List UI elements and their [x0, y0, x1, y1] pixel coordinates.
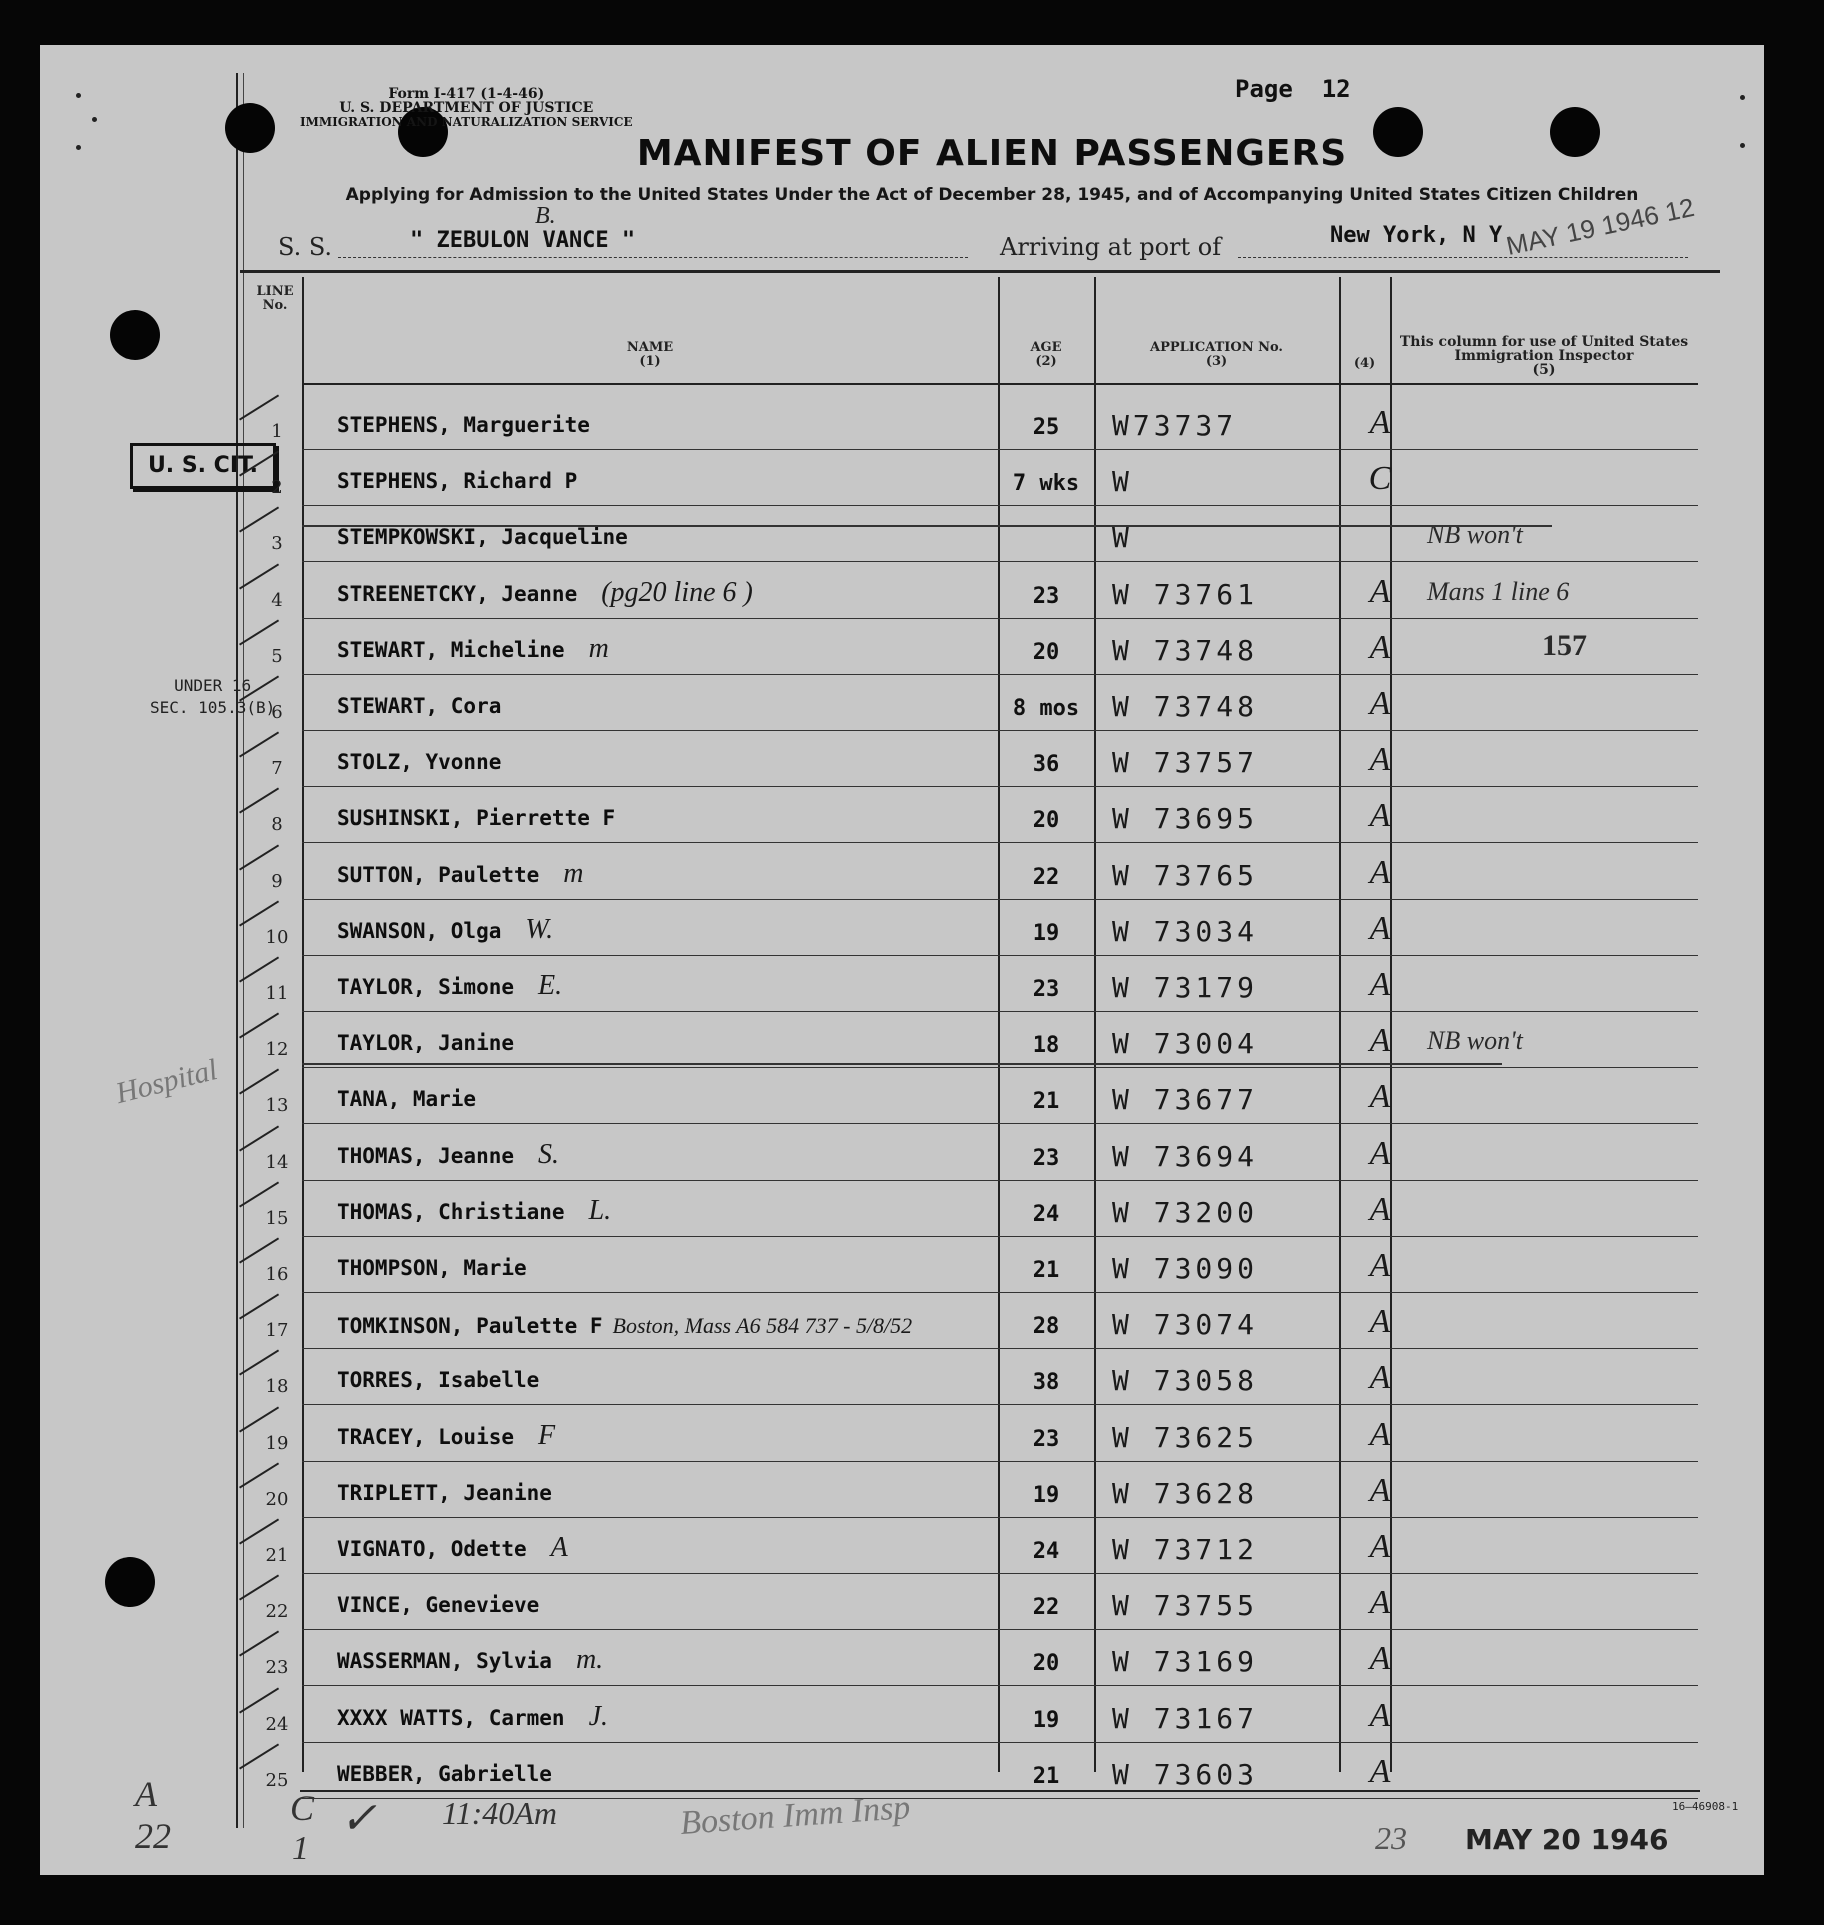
- inspector-remark: NB won't: [1427, 520, 1523, 550]
- table-row: [252, 1519, 1698, 1574]
- line-number: 13: [265, 1095, 289, 1117]
- age: 21: [1032, 1763, 1060, 1789]
- row-rule: [302, 842, 1698, 843]
- application-number: W 73765: [1112, 858, 1259, 892]
- passenger-name: VIGNATO, Odette: [337, 1537, 527, 1561]
- passenger-name: STEWART, Cora: [337, 694, 502, 718]
- passenger-name: SUSHINSKI, Pierrette F: [337, 806, 616, 831]
- passenger-name-cell: [337, 577, 753, 609]
- row-rule: [302, 1292, 1698, 1293]
- passenger-name: THOMAS, Christiane: [337, 1199, 565, 1224]
- line-number: 18: [265, 1376, 289, 1398]
- ss-underline: [338, 257, 968, 258]
- row-rule: [302, 1685, 1698, 1686]
- row-rule: [302, 1348, 1698, 1349]
- table-row: [252, 1463, 1698, 1518]
- line-number: 21: [265, 1545, 289, 1566]
- age: 19: [1032, 1482, 1060, 1508]
- header-age-no: (2): [1035, 354, 1057, 369]
- passenger-name: TAYLOR, Simone: [337, 975, 515, 999]
- header-application: [1094, 341, 1339, 369]
- admission-status: A: [1369, 1359, 1391, 1397]
- header-rule: [302, 383, 1698, 385]
- age: 28: [1032, 1314, 1060, 1340]
- line-number: 15: [265, 1207, 289, 1229]
- header-app-no: (3): [1205, 354, 1228, 369]
- passenger-name: VINCE, Genevieve: [337, 1593, 540, 1618]
- page-label: Page: [1235, 75, 1293, 103]
- admission-status: A: [1369, 404, 1391, 441]
- passenger-name-cell: [337, 464, 601, 496]
- passenger-name-cell: [337, 1082, 500, 1114]
- service: IMMIGRATION AND NATURALIZATION SERVICE: [300, 115, 633, 129]
- passenger-name-cell: [337, 1588, 563, 1620]
- handwritten-note: A: [550, 1532, 568, 1563]
- checkmark: ✓: [340, 1794, 377, 1843]
- passenger-name: STEMPKOWSKI, Jacqueline: [337, 525, 628, 550]
- header-inspector: [1390, 335, 1698, 377]
- page-title: MANIFEST OF ALIEN PASSENGERS: [636, 133, 1348, 174]
- passenger-name: STEWART, Micheline: [337, 637, 565, 662]
- us-citizen-stamp: U. S. CIT.: [130, 443, 276, 489]
- strike-line-12: [302, 1063, 1502, 1065]
- punch-hole: [105, 1557, 155, 1607]
- application-number: W 73074: [1112, 1308, 1259, 1342]
- row-rule: [302, 1404, 1698, 1405]
- table-row: [252, 1069, 1698, 1124]
- passenger-name-cell: [337, 633, 609, 665]
- under16-line1: UNDER 16: [174, 676, 252, 695]
- passenger-name-cell: [337, 1644, 603, 1676]
- passenger-name-cell: [337, 745, 525, 777]
- age: 23: [1032, 1145, 1060, 1171]
- speck: [76, 93, 81, 98]
- passenger-name: STEPHENS, Richard P: [337, 469, 578, 494]
- handwritten-note: F: [538, 1419, 556, 1451]
- table-row: [252, 1631, 1698, 1686]
- table-row: [252, 1350, 1698, 1405]
- inspector-remark: NB won't: [1427, 1026, 1523, 1056]
- row-rule: [302, 1123, 1698, 1124]
- row-rule: [302, 1011, 1698, 1012]
- age: 23: [1032, 1426, 1060, 1452]
- application-number: W: [1112, 465, 1133, 499]
- application-number: W 73748: [1112, 633, 1259, 667]
- application-number: W 73167: [1112, 1701, 1259, 1735]
- punch-hole: [110, 310, 160, 360]
- admission-status: A: [1369, 1078, 1391, 1116]
- row-rule: [302, 730, 1698, 731]
- age: 20: [1032, 639, 1060, 665]
- age: 7 wks: [1012, 471, 1080, 497]
- page-number: [1235, 75, 1351, 103]
- application-number: W 73712: [1112, 1533, 1259, 1566]
- line-number: 16: [265, 1264, 289, 1285]
- row-rule: [302, 561, 1698, 562]
- line-number: 5: [271, 645, 283, 667]
- form-heading: [300, 87, 633, 129]
- header-line-no: LINE No.: [256, 284, 294, 313]
- line-number: 19: [265, 1432, 289, 1454]
- arriving-label: Arriving at port of: [1000, 233, 1222, 261]
- age: 21: [1032, 1258, 1060, 1283]
- passenger-name: SUTTON, Paulette: [337, 862, 540, 887]
- table-row: [252, 901, 1698, 956]
- table-row: [252, 732, 1698, 787]
- table-row: [252, 1407, 1698, 1462]
- age: 20: [1032, 808, 1060, 834]
- line-number: 7: [271, 758, 283, 780]
- application-number: W 73625: [1112, 1420, 1259, 1454]
- form-number: Form I-417 (1-4-46): [388, 86, 545, 102]
- admission-status: A: [1369, 1303, 1391, 1341]
- admission-status: A: [1369, 1022, 1391, 1060]
- received-date-stamp: MAY 20 1946: [1465, 1823, 1669, 1856]
- handwritten-note: E.: [538, 970, 563, 1001]
- stamp-handwriting: 23: [1375, 1820, 1407, 1856]
- passenger-name-cell: [337, 801, 639, 833]
- inspector-remark: 157: [1542, 628, 1587, 662]
- handwritten-note: L.: [588, 1194, 612, 1226]
- row-rule: [302, 1461, 1698, 1462]
- admission-status: A: [1369, 1752, 1391, 1790]
- passenger-name-cell: [337, 1363, 563, 1395]
- margin-rule-inner: [243, 73, 244, 1828]
- line-number: 12: [265, 1039, 289, 1061]
- strike-line-3: [302, 525, 1552, 527]
- age: 24: [1032, 1539, 1060, 1564]
- application-number: W 73757: [1112, 746, 1259, 780]
- tally-c: C: [290, 1788, 315, 1828]
- age: 19: [1032, 1707, 1060, 1733]
- passenger-name: STOLZ, Yvonne: [337, 750, 502, 775]
- line-number: 2: [271, 477, 283, 499]
- application-number: W 73058: [1112, 1364, 1259, 1398]
- table-row: [252, 1126, 1698, 1181]
- tally-a-count: 22: [135, 1816, 171, 1856]
- admission-status: A: [1369, 909, 1391, 947]
- table-row: [252, 564, 1698, 619]
- handwritten-note: m: [563, 857, 584, 889]
- admission-status: A: [1369, 685, 1391, 722]
- admission-status: A: [1369, 1640, 1391, 1678]
- passenger-name-cell: [337, 1313, 912, 1339]
- row-rule: [302, 786, 1698, 787]
- passenger-name: WEBBER, Gabrielle: [337, 1761, 552, 1786]
- line-number: 17: [265, 1320, 289, 1342]
- line-number: 25: [265, 1769, 289, 1791]
- application-number: W 73755: [1112, 1589, 1259, 1623]
- line-number: 23: [265, 1657, 289, 1679]
- header-inspector-label: This column for use of United States Immigration Inspector: [1399, 334, 1689, 364]
- application-number: W 73628: [1112, 1476, 1259, 1510]
- tally-a: A: [135, 1774, 157, 1814]
- passenger-name: THOMAS, Jeanne: [337, 1143, 515, 1168]
- application-number: W 73748: [1112, 690, 1259, 723]
- application-number: W 73694: [1112, 1139, 1259, 1173]
- table-row: [252, 1238, 1698, 1293]
- page-value: 12: [1321, 75, 1351, 103]
- passenger-name: SWANSON, Olga: [337, 918, 502, 943]
- admission-status: A: [1369, 741, 1391, 779]
- table-row: [252, 1575, 1698, 1630]
- row-rule: [302, 1517, 1698, 1518]
- row-rule: [302, 1180, 1698, 1181]
- passenger-name-cell: [337, 1195, 611, 1227]
- under16-line2: SEC. 105.3(B): [150, 698, 276, 717]
- line-number: 20: [265, 1488, 289, 1510]
- inspector-signature: Boston Imm Insp: [678, 1789, 912, 1842]
- passenger-name-cell: [337, 1420, 555, 1452]
- page-subtitle: Applying for Admission to the United States Under the Act of December 28, 1945, and of Accompanying United States Citizen Children: [345, 185, 1639, 205]
- passenger-name: TRACEY, Louise: [337, 1424, 515, 1449]
- row-rule: [302, 449, 1698, 450]
- age: 8 mos: [1012, 696, 1080, 721]
- application-number: W 73677: [1112, 1083, 1259, 1117]
- passenger-name-cell: [337, 1476, 576, 1508]
- admission-status: A: [1369, 797, 1391, 835]
- passenger-name: WASSERMAN, Sylvia: [337, 1649, 552, 1674]
- row-rule: [302, 1067, 1698, 1068]
- passenger-name: TRIPLETT, Jeanine: [337, 1480, 552, 1505]
- passenger-name: TANA, Marie: [337, 1087, 477, 1112]
- line-number: 24: [265, 1713, 289, 1735]
- admission-status: A: [1369, 1247, 1391, 1284]
- table-row: [252, 676, 1698, 731]
- table-row: [252, 507, 1698, 562]
- admission-status: A: [1369, 1471, 1391, 1509]
- admission-status: C: [1368, 460, 1392, 498]
- age: 21: [1032, 1089, 1060, 1115]
- table-row: [252, 1182, 1698, 1237]
- time-note: 11:40Am: [442, 1795, 557, 1831]
- speck: [1740, 95, 1745, 100]
- header-name: [302, 341, 998, 369]
- port-name: New York, N Y: [1330, 223, 1503, 248]
- passenger-name-cell: [337, 1139, 559, 1171]
- passenger-name: TORRES, Isabelle: [337, 1368, 540, 1393]
- line-number: 22: [265, 1601, 289, 1623]
- passenger-name-cell: [337, 689, 525, 721]
- age: 22: [1032, 864, 1060, 890]
- handwritten-note: (pg20 line 6 ): [601, 576, 753, 608]
- header-col4: [1339, 357, 1390, 371]
- ss-label: S. S.: [278, 233, 333, 261]
- table-row: [252, 1688, 1698, 1743]
- row-rule: [302, 1236, 1698, 1237]
- line-number: 14: [265, 1151, 289, 1173]
- admission-status: A: [1369, 1584, 1391, 1622]
- application-number: W 73034: [1112, 914, 1259, 948]
- passenger-name-cell: [337, 858, 584, 890]
- age: 19: [1032, 920, 1060, 946]
- row-rule: [302, 618, 1698, 619]
- age: 22: [1032, 1595, 1060, 1621]
- application-number: W 73169: [1112, 1645, 1259, 1679]
- table-row: [252, 1294, 1698, 1349]
- age: 20: [1032, 1651, 1060, 1677]
- passenger-name: TOMKINSON, Paulette F: [337, 1314, 603, 1339]
- application-number: W 73200: [1112, 1195, 1259, 1229]
- department: U. S. DEPARTMENT OF JUSTICE: [339, 100, 594, 116]
- admission-status: A: [1369, 628, 1391, 666]
- line-number: 9: [271, 870, 283, 892]
- age: 25: [1032, 415, 1060, 440]
- line-number: 11: [265, 983, 289, 1004]
- passenger-name-cell: [337, 408, 614, 440]
- header-name-no: (1): [639, 354, 661, 369]
- row-rule: [302, 674, 1698, 675]
- application-number: W73737: [1112, 409, 1238, 442]
- age: 38: [1032, 1370, 1060, 1396]
- application-number: W 73695: [1112, 802, 1259, 836]
- application-number: W 73090: [1112, 1252, 1259, 1285]
- passenger-name: STEPHENS, Marguerite: [337, 413, 590, 437]
- header-rule: [240, 270, 1720, 273]
- row-rule: [302, 899, 1698, 900]
- row-rule: [302, 955, 1698, 956]
- application-number: W 73004: [1112, 1027, 1259, 1061]
- passenger-name-cell: [337, 914, 553, 946]
- row-rule: [302, 1573, 1698, 1574]
- admission-status: A: [1369, 1190, 1391, 1228]
- passenger-name-cell: [337, 970, 562, 1002]
- age: 23: [1032, 977, 1060, 1002]
- line-number: 3: [271, 533, 283, 555]
- handwritten-note: Boston, Mass A6 584 737 - 5/8/52: [612, 1313, 913, 1339]
- handwritten-note: m.: [575, 1644, 604, 1676]
- passenger-name-cell: [337, 1701, 608, 1733]
- passenger-table: [252, 277, 1698, 1791]
- admission-status: A: [1369, 1134, 1391, 1172]
- table-row: [252, 395, 1698, 450]
- row-rule: [302, 505, 1698, 506]
- header-col4-no: (4): [1353, 356, 1376, 371]
- passenger-name-cell: [337, 1251, 551, 1283]
- header-name-label: NAME: [626, 340, 674, 355]
- passenger-name: TAYLOR, Janine: [337, 1031, 515, 1056]
- age: 18: [1032, 1033, 1060, 1059]
- speck: [92, 117, 97, 122]
- age: 36: [1032, 752, 1060, 778]
- admission-status: A: [1369, 966, 1391, 1003]
- passenger-name-cell: [337, 1026, 538, 1058]
- date-hand: 12: [1662, 191, 1697, 228]
- manifest-page: [40, 45, 1764, 1875]
- ship-handwritten-initial: B.: [535, 203, 556, 229]
- handwritten-note: W.: [525, 913, 554, 945]
- application-number: W 73179: [1112, 971, 1259, 1004]
- form-code: 16—46908-1: [1672, 1800, 1739, 1813]
- arriving-underline: [1238, 257, 1688, 258]
- header-app-label: APPLICATION No.: [1150, 340, 1283, 355]
- line-number: 1: [271, 421, 283, 442]
- hospital-note: Hospital: [112, 1053, 221, 1111]
- admission-status: A: [1369, 1528, 1391, 1565]
- table-row: [252, 1013, 1698, 1068]
- passenger-name: STREENETCKY, Jeanne: [337, 581, 578, 606]
- table-row: [252, 451, 1698, 506]
- table-row: [252, 845, 1698, 900]
- passenger-name: XXXX WATTS, Carmen: [337, 1705, 565, 1730]
- header-inspector-no: (5): [1532, 362, 1556, 378]
- footer-rule: [300, 1790, 1700, 1792]
- age: 23: [1032, 583, 1060, 609]
- line-number: 10: [265, 926, 289, 948]
- line-number: 8: [271, 814, 283, 836]
- handwritten-note: m: [588, 632, 609, 664]
- date-stamp: MAY 19 1946: [1503, 199, 1662, 262]
- row-rule: [302, 1742, 1698, 1743]
- passenger-name-cell: [337, 1757, 576, 1789]
- table-row: [252, 620, 1698, 675]
- ship-name: " ZEBULON VANCE ": [410, 228, 636, 253]
- age: 24: [1032, 1201, 1060, 1227]
- table-row: [252, 788, 1698, 843]
- application-number: W 73603: [1112, 1757, 1259, 1791]
- application-number: W 73761: [1112, 577, 1259, 611]
- application-number: W: [1112, 521, 1133, 555]
- table-row: [252, 957, 1698, 1012]
- line-number: 6: [271, 702, 283, 723]
- admission-status: A: [1369, 1696, 1391, 1734]
- inspector-remark: Mans 1 line 6: [1427, 576, 1570, 606]
- admission-status: A: [1369, 572, 1391, 610]
- line-number: 4: [271, 589, 283, 611]
- passenger-name-cell: [337, 1532, 568, 1564]
- handwritten-note: S.: [538, 1138, 560, 1170]
- admission-status: A: [1369, 853, 1391, 891]
- admission-status: A: [1369, 1415, 1391, 1453]
- handwritten-note: J.: [588, 1700, 609, 1732]
- row-rule: [302, 1629, 1698, 1630]
- header-age-label: AGE: [1030, 340, 1062, 355]
- tally-c-count: 1: [292, 1830, 309, 1867]
- passenger-name: THOMPSON, Marie: [337, 1256, 527, 1280]
- margin-rule: [236, 73, 238, 1828]
- header-age: [998, 341, 1094, 369]
